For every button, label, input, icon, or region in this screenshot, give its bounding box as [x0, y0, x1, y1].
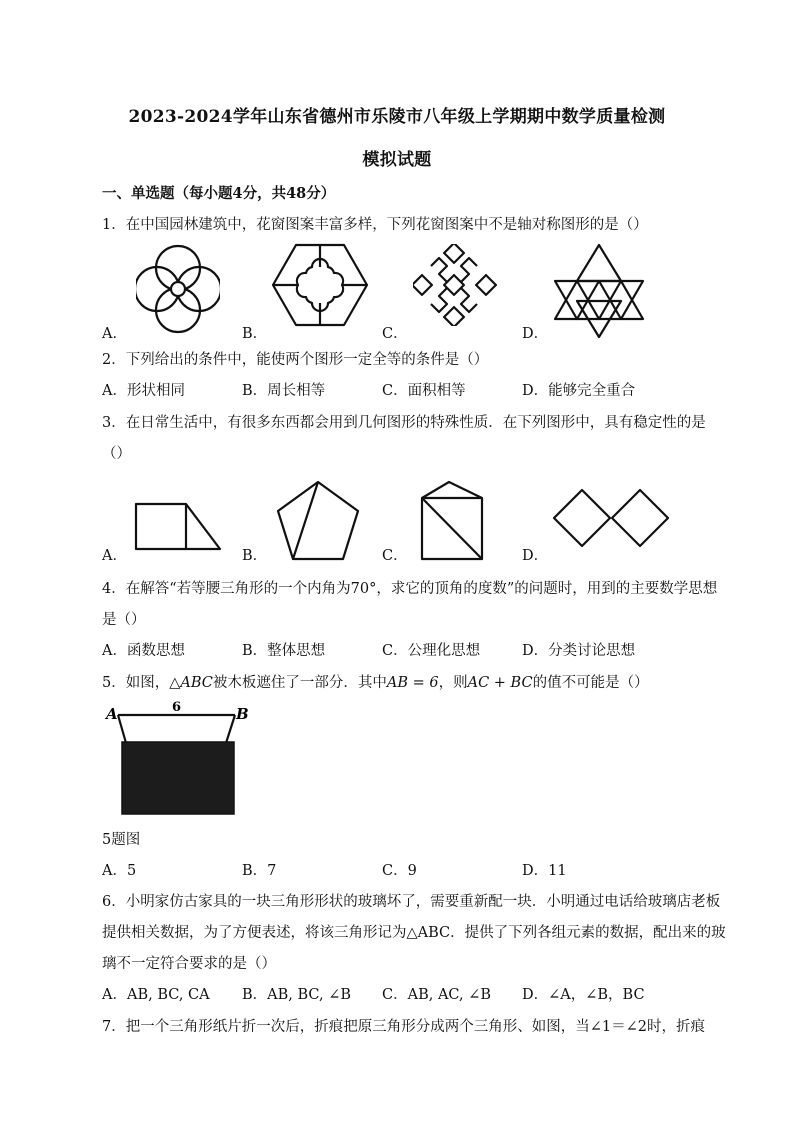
- q3-figure-c-pentagon-triangles: [419, 480, 485, 562]
- question-7-stem: 7．把一个三角形纸片折一次后，折痕把原三角形分成两个三角形、如图，当∠1＝∠2时，折痕: [102, 1019, 705, 1035]
- q5-figure-label-a: A: [106, 705, 118, 723]
- q4-option-b[interactable]: B．整体思想: [242, 643, 326, 659]
- q3-option-c[interactable]: C．: [382, 548, 408, 564]
- q5-figure-label-b: B: [236, 705, 249, 723]
- question-4-stem-line1: 4．在解答“若等腰三角形的一个内角为70°，求它的顶角的度数”的问题时，用到的主要数学思想: [102, 581, 718, 597]
- q5-triangle-abc: △ABC: [169, 675, 213, 691]
- q3-figure-d-two-diamonds: [552, 488, 670, 550]
- question-5-stem: [102, 671, 649, 692]
- q4-option-a[interactable]: A．函数思想: [102, 643, 185, 659]
- q5-option-a[interactable]: A．5: [102, 863, 137, 879]
- exam-title-line1: 2023-2024学年山东省德州市乐陵市八年级上学期期中数学质量检测: [128, 107, 666, 127]
- question-1-stem: 1．在中国园林建筑中，花窗图案丰富多样，下列花窗图案中不是轴对称图形的是（）: [102, 217, 648, 233]
- q5-ac-plus-bc: AC + BC: [467, 675, 533, 691]
- q1-option-d[interactable]: D．: [522, 326, 549, 342]
- q5-figure-wooden-board: [122, 742, 234, 814]
- q6-option-b[interactable]: B．AB, BC, ∠B: [242, 987, 352, 1003]
- q1-figure-a-four-circles: [136, 243, 220, 335]
- q6-option-c[interactable]: C．AB, AC, ∠B: [382, 987, 492, 1003]
- q5-option-b[interactable]: B．7: [242, 863, 277, 879]
- q4-option-d[interactable]: D．分类讨论思想: [522, 643, 636, 659]
- question-4-stem-line2: 是（）: [102, 612, 146, 628]
- question-6-stem-line3: 璃不一定符合要求的是（）: [102, 956, 276, 972]
- q3-option-a[interactable]: A．: [102, 548, 127, 564]
- question-6-stem-line1: 6．小明家仿古家具的一块三角形形状的玻璃坏了，需要重新配一块．小明通过电话给玻璃店老板: [102, 894, 721, 910]
- q5-stem-part1: 5．如图，: [102, 675, 170, 691]
- q3-option-b[interactable]: B．: [242, 548, 268, 564]
- q2-option-b[interactable]: B．周长相等: [242, 383, 326, 399]
- q3-figure-a-trapezoid: [134, 501, 224, 553]
- question-6-stem-line2: 提供相关数据，为了方便表述，将该三角形记为△ABC．提供了下列各组元素的数据，配出来的玻: [102, 925, 726, 941]
- question-2-stem: 2．下列给出的条件中，能使两个图形一定全等的条件是（）: [102, 352, 489, 368]
- q5-figure-caption: 5题图: [102, 832, 141, 848]
- q5-figure-covered-triangle: [104, 697, 256, 817]
- q5-figure-label-6: 6: [172, 700, 182, 715]
- q6-option-a[interactable]: A．AB, BC, CA: [102, 987, 210, 1003]
- q5-ab-equals-6: AB = 6: [386, 675, 439, 691]
- q5-option-d[interactable]: D．11: [522, 863, 567, 879]
- section-heading: 一、单选题（每小题4分，共48分）: [102, 185, 336, 202]
- q1-option-b[interactable]: B．: [242, 326, 268, 342]
- q5-stem-part3: ，则: [438, 675, 468, 691]
- question-3-stem-line1: 3．在日常生活中，有很多东西都会用到几何图形的特殊性质．在下列图形中，具有稳定性的是: [102, 415, 706, 431]
- q3-option-d[interactable]: D．: [522, 548, 549, 564]
- q2-option-a[interactable]: A．形状相同: [102, 383, 185, 399]
- q2-option-d[interactable]: D．能够完全重合: [522, 383, 636, 399]
- question-3-stem-line2: （）: [102, 446, 131, 462]
- exam-title-line2: 模拟试题: [362, 150, 432, 170]
- q5-option-c[interactable]: C．9: [382, 863, 417, 879]
- q1-option-a[interactable]: A．: [102, 326, 127, 342]
- q3-figure-b-pentagon: [275, 480, 361, 562]
- q1-option-c[interactable]: C．: [382, 326, 408, 342]
- q5-stem-part4: 的值不可能是（）: [532, 675, 649, 691]
- q1-figure-d-star-of-triangles: [553, 243, 649, 339]
- q4-option-c[interactable]: C．公理化思想: [382, 643, 481, 659]
- q1-figure-b-hexagon: [271, 243, 369, 327]
- q5-stem-part2: 被木板遮住了一部分．其中: [212, 675, 387, 691]
- q6-option-d[interactable]: D．∠A，∠B，BC: [522, 987, 645, 1003]
- q2-option-c[interactable]: C．面积相等: [382, 383, 466, 399]
- q1-figure-c-knot-pattern: [413, 244, 497, 326]
